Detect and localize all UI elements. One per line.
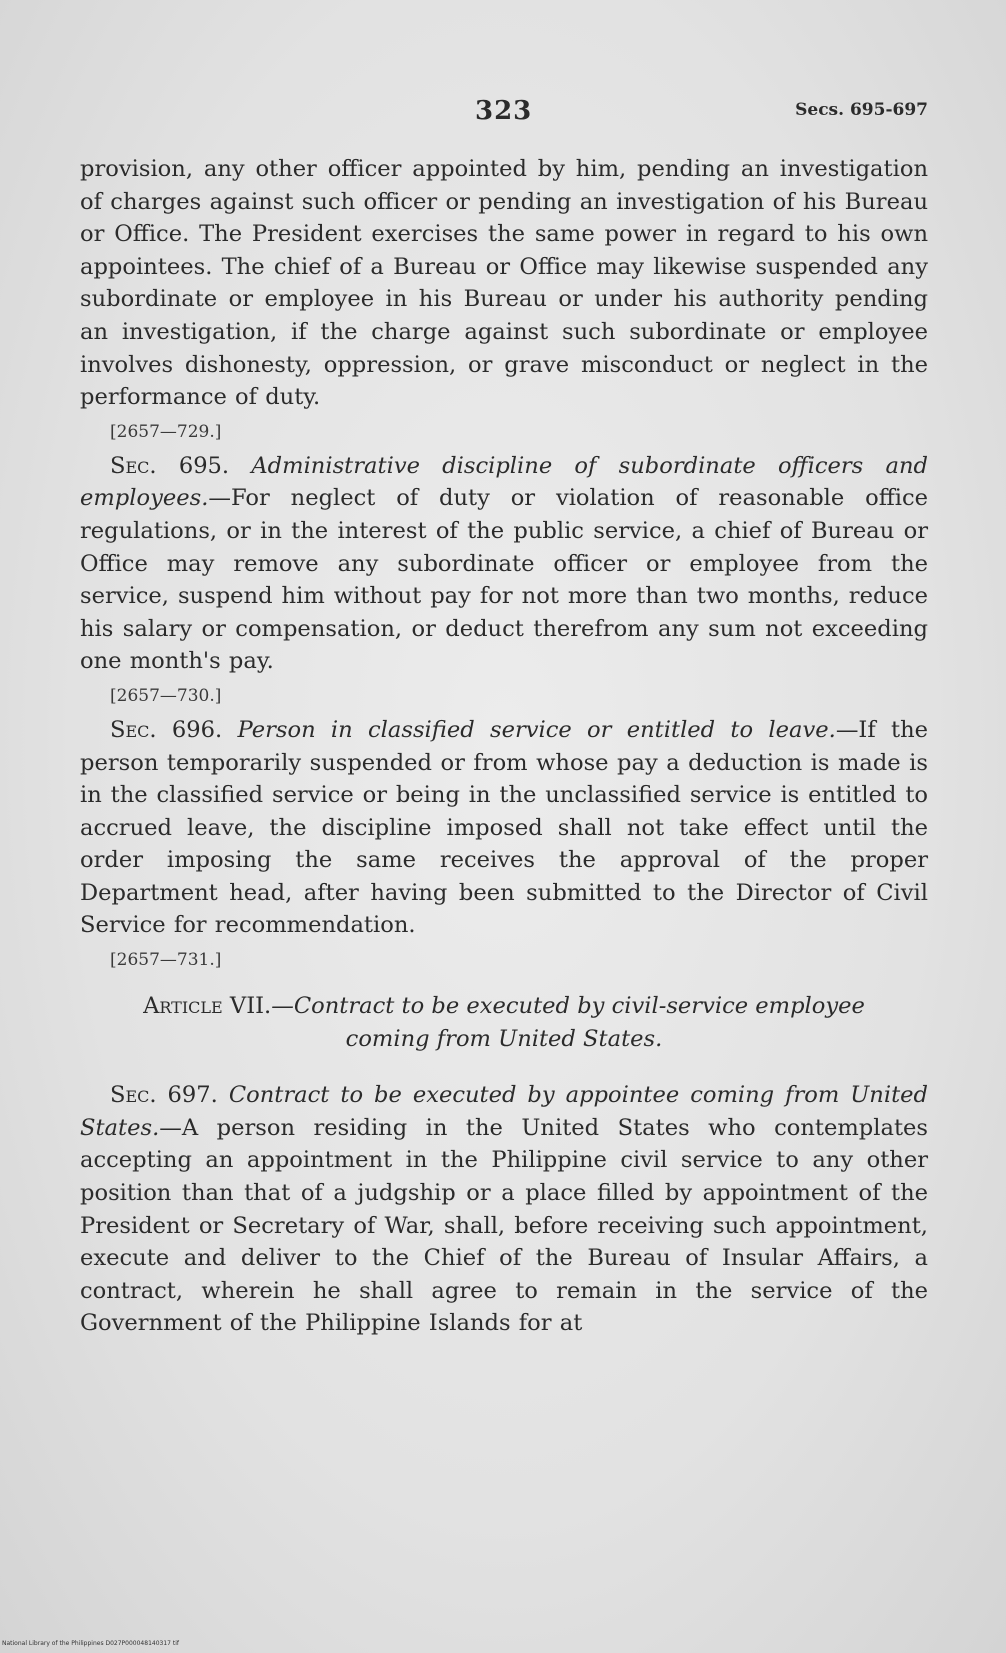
continuation-paragraph: provision, any other officer appointed by him, pending an investigation of charges against such officer or pending an investigation of his Bureau or Office. The President exercises the same power in regard to his own appointees. The chief of a Bureau or Office may likewise suspended any subordinate or employee in his Bureau or under his authority pending an investigation, if the charge against such subordinate or employee involves dishonesty, oppression, or grave misconduct or neglect in the performance of duty. [80, 156, 928, 411]
section-title: Administrative discipline of subordinate officers and employees. [80, 452, 928, 512]
section-text: —For neglect of duty or violation of reasonable office regulations, or in the interest of the public service, a chief of Bureau or Office may remove any subordinate officer or employee from the service, suspend him without pay for not more than two months, reduce his salary or compensation, or deduct therefrom any sum not exceeding one month's pay. [80, 485, 928, 675]
section-title: Contract to be executed by appointee coming from United States. [80, 1082, 928, 1141]
body-text [80, 153, 928, 1340]
page-header [80, 96, 928, 132]
article-heading [80, 990, 928, 1055]
article-label: Article VII. [143, 993, 272, 1020]
source-citation: [2657—729.] [110, 421, 222, 442]
page-number: 323 [475, 96, 533, 126]
section-697 [80, 1079, 928, 1340]
section-text: —If the person temporarily suspended or from whose pay a deduction is made is in the classified service or being in the unclassified service is entitled to accrued leave, the discipline imposed shall not take effect until the order imposing the same receives the approval of the proper Department head, after having been submitted to the Director of Civil Service for recommendation. [80, 716, 928, 939]
section-text: —A person residing in the United States who contemplates accepting an appointment in the Philippine civil service to any other position than that of a judgship or a place filled by appointment of the President or Secretary of War, shall, before receiving such appointment, execute and deliver to the Chief of the Bureau of Insular Affairs, a contract, wherein he shall agree to remain in the service of the Government of the Philippine Islands for at [80, 1114, 928, 1337]
source-citation: [2657—731.] [110, 950, 222, 971]
article-title: —Contract to be executed by civil-service employee coming from United States. [271, 993, 865, 1052]
section-label: Sec. 697. [110, 1082, 218, 1109]
section-label: Sec. 695. [110, 452, 230, 479]
section-695 [80, 450, 928, 678]
archive-stamp: National Library of the Philippines D027P000048140317 tif [2, 1640, 180, 1647]
section-696 [80, 714, 928, 942]
sections-reference: Secs. 695-697 [795, 100, 928, 120]
source-citation: [2657—730.] [110, 685, 222, 706]
section-label: Sec. 696. [110, 716, 223, 743]
section-title: Person in classified service or entitled to leave. [237, 716, 836, 743]
